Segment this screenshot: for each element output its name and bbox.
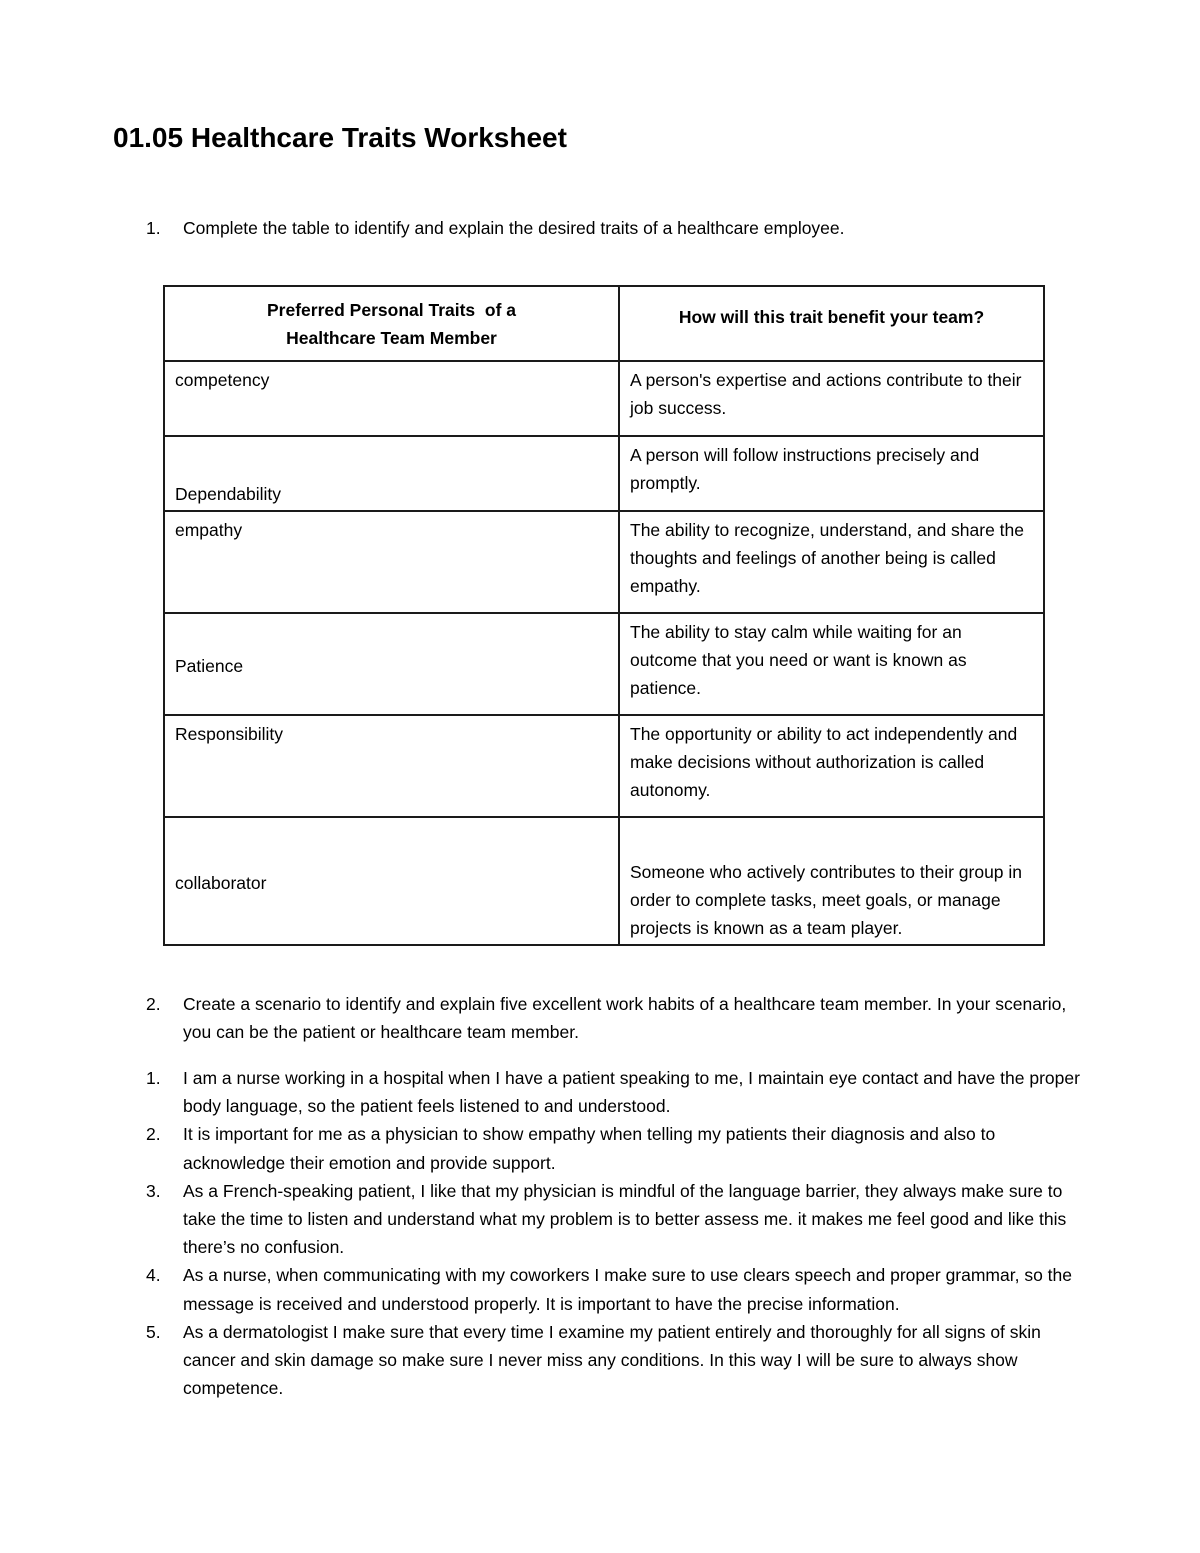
habit-number: 2. xyxy=(146,1124,161,1145)
question-2-text: Create a scenario to identify and explain five excellent work habits of a healthcare team member. In your scenario, you can be the patient or healthcare team member. xyxy=(183,994,1067,1042)
table-row xyxy=(164,511,1044,613)
header-trait xyxy=(164,286,619,361)
habit-number: 1. xyxy=(146,1068,161,1088)
trait-cell: competency xyxy=(164,361,619,436)
question-1-text: Complete the table to identify and explain the desired traits of a healthcare employee. xyxy=(183,218,845,238)
habit-text: I am a nurse working in a hospital when I have a patient speaking to me, I maintain eye contact and have the proper body language, so the patient feels listened to and understood. xyxy=(183,1068,1080,1117)
trait-cell: Responsibility xyxy=(164,715,619,817)
table-row xyxy=(164,361,1044,436)
habit-text: As a dermatologist I make sure that every time I examine my patient entirely and thoroughly for all signs of skin cancer and skin damage so make sure I never miss any conditions. In this way I will be sure to always show competence. xyxy=(183,1321,1041,1399)
benefit-cell: A person will follow instructions precisely and promptly. xyxy=(619,436,1044,511)
table-row xyxy=(164,715,1044,817)
table-row xyxy=(164,613,1044,715)
list-item xyxy=(146,1318,1086,1403)
list-item xyxy=(146,1064,1086,1120)
habit-text: It is important for me as a physician to show empathy when telling my patients their diagnosis and also to acknowledge their emotion and provide support. xyxy=(183,1124,996,1173)
header-benefit: How will this trait benefit your team? xyxy=(619,286,1044,361)
benefit-cell: The ability to recognize, understand, and share the thoughts and feelings of another being is called empathy. xyxy=(619,511,1044,613)
benefit-cell: A person's expertise and actions contribute to their job success. xyxy=(619,361,1044,436)
habit-number: 4. xyxy=(146,1265,161,1286)
header-trait-line2: Healthcare Team Member xyxy=(286,327,497,348)
list-item xyxy=(146,1261,1086,1317)
habit-number: 3. xyxy=(146,1180,161,1201)
table-header-row xyxy=(164,286,1044,361)
table-row xyxy=(164,817,1044,945)
trait-cell: Patience xyxy=(164,613,619,715)
question-1-number: 1. xyxy=(146,218,161,238)
header-trait-line1: Preferred Personal Traits of a xyxy=(267,299,516,320)
trait-cell: Dependability xyxy=(164,436,619,511)
benefit-cell: The opportunity or ability to act independently and make decisions without authorization is called autonomy. xyxy=(619,715,1044,817)
list-item xyxy=(146,1120,1086,1176)
traits-table xyxy=(163,285,1045,946)
trait-cell: collaborator xyxy=(164,817,619,945)
question-2-number: 2. xyxy=(146,994,161,1014)
benefit-cell: The ability to stay calm while waiting for an outcome that you need or want is known as patience. xyxy=(619,613,1044,715)
list-item xyxy=(146,1177,1086,1262)
benefit-cell: Someone who actively contributes to their group in order to complete tasks, meet goals, or manage projects is known as a team player. xyxy=(619,817,1044,945)
trait-cell: empathy xyxy=(164,511,619,613)
table-row xyxy=(164,436,1044,511)
habit-number: 5. xyxy=(146,1321,161,1342)
habits-list xyxy=(146,1064,1086,1402)
habit-text: As a nurse, when communicating with my coworkers I make sure to use clears speech and proper grammar, so the message is received and understood properly. It is important to have the precise information. xyxy=(183,1265,1073,1314)
page-title: 01.05 Healthcare Traits Worksheet xyxy=(113,122,567,153)
habit-text: As a French-speaking patient, I like that my physician is mindful of the language barrier, they always make sure to take the time to listen and understand what my problem is to better assess me. it makes me feel good and like this there’s no confusion. xyxy=(183,1180,1067,1258)
